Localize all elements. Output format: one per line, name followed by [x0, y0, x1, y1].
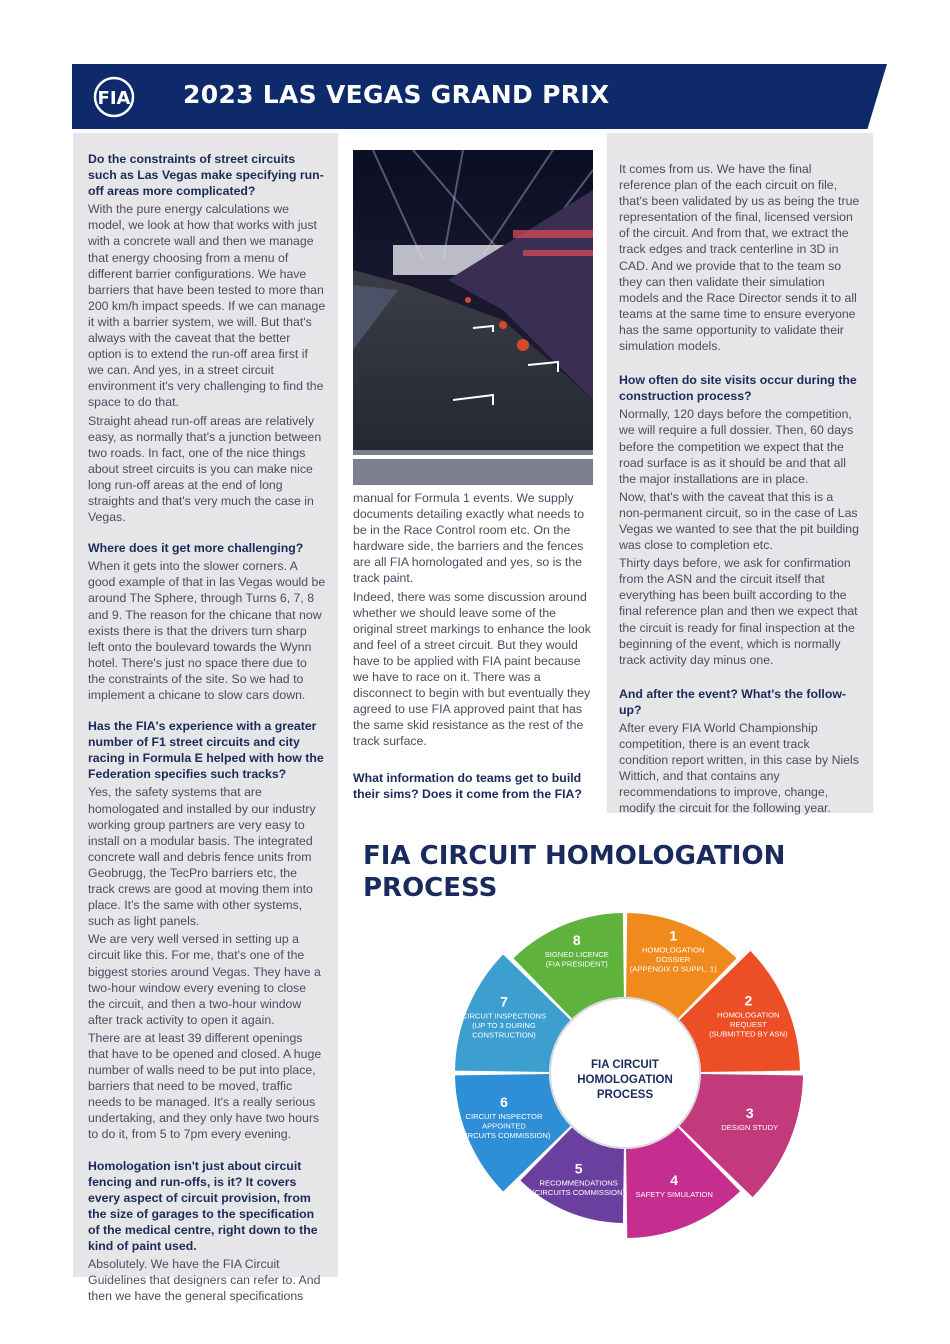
fia-logo	[84, 76, 144, 118]
answer-paragraph: There are at least 39 different openings that have to be opened and closed. A huge number of walls need to be put into place, barriers that need to be moved, traffic needs to be managed. It's a really serious undertaking, and they only have two hours to do it, from 5 to 7pm every evening.	[88, 1030, 322, 1142]
homologation-wheel	[420, 883, 830, 1263]
wheel-step-label: RECOMMENDATIONS	[539, 1178, 618, 1188]
body-paragraph: manual for Formula 1 events. We supply documents detailing exactly what needs to be in the Race Control room etc. On the hardware side, the barriers and the fences are all FIA homologated and yes, so is the track paint.	[353, 491, 585, 586]
wheel-center	[550, 998, 700, 1148]
right-column	[607, 133, 873, 816]
wheel-step-number: 8	[572, 932, 581, 949]
wheel-center-label: PROCESS	[596, 1089, 654, 1101]
wheel-step-label: (SUBMITTED BY ASN)	[709, 1029, 788, 1039]
wheel-step-label: DESIGN STUDY	[721, 1122, 779, 1132]
wheel-step-label: (UP TO 3 DURING	[472, 1021, 536, 1031]
answer-paragraph: Now, that's with the caveat that this is a non-permanent circuit, so in the case of Las Vegas we wanted to see that the pit building was close to completion etc.	[619, 489, 859, 553]
wheel-step-label: APPOINTED	[482, 1121, 526, 1131]
answer-paragraph: With the pure energy calculations we model, we look at how that works with just with a concrete wall and then we manage that energy choosing from a menu of different barrier configurations. We have barriers that have been tested to more than 200 km/h impact speeds. If we can manage it with a barrier system, we will. But that's always with the caveat that the better option is to extend the run-off area first if we can. And yes, in a street circuit environment it's very challenging to find the space to do that.	[88, 202, 326, 410]
wheel-step-label: SIGNED LICENCE	[544, 950, 609, 960]
body-paragraph: Indeed, there was some discussion around whether we should leave some of the original street markings to enhance the look and feel of a street circuit. But they would have to be applied with FIA paint because we have to race on it. There was a disconnect to begin with but eventually they agreed to use FIA approved paint that has the same skid resistance as the rest of the track surface.	[353, 589, 591, 749]
wheel-step-label: CIRCUIT INSPECTOR	[465, 1111, 543, 1121]
answer-paragraph: It comes from us. We have the final reference plan of the each circuit on file, that's been validated by us as being the true representation of the final, licensed version of the circuit. And from that, we extract the track edges and track centerline in 3D in CAD. And we provide that to the team so they can then validate their simulation models and the Race Director sends it to all teams at the same time to ensure everyone has the same opportunity to validate their simulation models.	[619, 162, 860, 354]
logo-text: FIA	[97, 88, 131, 109]
question: Where does it get more challenging?	[88, 541, 304, 556]
track-photo	[353, 150, 593, 485]
answer-paragraph: Yes, the safety systems that are homologated and installed by our industry working group partners are very easy to install on a modular basis. The integrated concrete wall and debris fence units from Geobrugg, the TecPro barriers etc, the track crews are good at moving them into place. It's the same with other systems, such as light panels.	[88, 785, 316, 929]
wheel-step-number: 4	[670, 1171, 679, 1188]
infographic-title-line: PROCESS	[363, 873, 498, 903]
wheel-step-number: 7	[500, 993, 508, 1010]
wheel-step-label: DOSSIER	[656, 954, 691, 964]
wheel-step-number: 6	[500, 1093, 508, 1110]
question: What information do teams get to build their sims? Does it come from the FIA?	[353, 770, 582, 801]
page-title: 2023 LAS VEGAS GRAND PRIX	[183, 80, 610, 109]
wheel-center-label: FIA CIRCUIT	[591, 1059, 659, 1071]
wheel-step-number: 1	[669, 927, 678, 944]
wheel-step-number: 3	[745, 1104, 754, 1121]
left-column	[73, 133, 338, 1304]
wheel-step-number: 2	[744, 992, 753, 1009]
wheel-step-label: (FIA PRESIDENT)	[545, 959, 608, 969]
question: Do the constraints of street circuits such as Las Vegas make specifying run-off areas more complicated?	[88, 152, 324, 199]
answer-paragraph: Normally, 120 days before the competition, we will require a full dossier. Then, 60 days before the competition we expect that the road surface is as it should be and that all the major installations are in place.	[619, 407, 854, 486]
question: And after the event? What's the follow-up?	[619, 686, 847, 717]
question: Has the FIA's experience with a greater number of F1 street circuits and city racing in Formula E helped with how the Federation specifies such tracks?	[88, 719, 324, 782]
wheel-step-label: HOMOLOGATION	[717, 1010, 780, 1020]
infographic-title-line: FIA CIRCUIT HOMOLOGATION	[363, 841, 786, 871]
answer-paragraph: We are very well versed in setting up a circuit like this. For me, that's one of the biggest stories around Vegas. They have a two-hour window every evening to close the circuit, and then a two-hour window after track activity to open it again.	[88, 932, 321, 1027]
wheel-step-number: 5	[574, 1160, 583, 1177]
middle-column	[353, 490, 593, 802]
answer-paragraph: Straight ahead run-off areas are relatively easy, as normally that's a junction between two roads. In fact, one of the nice things about street circuits is you can make nice long run-off areas at the end of long straights and that's very much the case in Vegas.	[88, 413, 322, 525]
wheel-step-label: (CIRCUITS COMMISSION)	[532, 1187, 626, 1197]
wheel-step-label: HOMOLOGATION	[642, 945, 705, 955]
wheel-step-label: (CIRCUITS COMMISSION)	[457, 1130, 551, 1140]
answer-paragraph: Thirty days before, we ask for confirmation from the ASN and the circuit itself that everything has been built according to the final reference plan and then we expect that the circuit is ready for final inspection at the beginning of the event, which is normally track activity day minus one.	[619, 556, 858, 667]
answer-paragraph: When it gets into the slower corners. A good example of that in las Vegas would be around The Sphere, through Turns 6, 7, 8 and 9. The reason for the chicane that now exists there is that the drivers turn sharp left onto the boulevard towards the Wynn hotel. There's just no space there due to the constraints of the site. So we had to implement a chicane to slow cars down.	[88, 559, 326, 702]
answer-paragraph: After every FIA World Championship competition, there is an event track condition report written, in this case by Niels Wittich, and that contains any recommendations to improve, change, modify the circuit for the following year.	[619, 721, 859, 816]
wheel-step-label: REQUEST	[729, 1020, 767, 1030]
wheel-center-label: HOMOLOGATION	[577, 1074, 673, 1086]
wheel-step-label: CIRCUIT INSPECTIONS	[461, 1011, 547, 1021]
wheel-step-label: (APPENDIX O SUPPL. 1)	[629, 964, 717, 974]
question: Homologation isn't just about circuit fencing and run-offs, is it? It covers every aspect of circuit provision, from the size of garages to the specification of the medical centre, right down to the kind of paint used.	[88, 1158, 318, 1253]
wheel-step-label: CONSTRUCTION)	[472, 1030, 536, 1040]
answer-paragraph: Absolutely. We have the FIA Circuit Guidelines that designers can refer to. And then we have the general specifications	[88, 1257, 321, 1304]
question: How often do site visits occur during the construction process?	[619, 373, 857, 404]
wheel-step-label: SAFETY SIMULATION	[635, 1189, 713, 1199]
